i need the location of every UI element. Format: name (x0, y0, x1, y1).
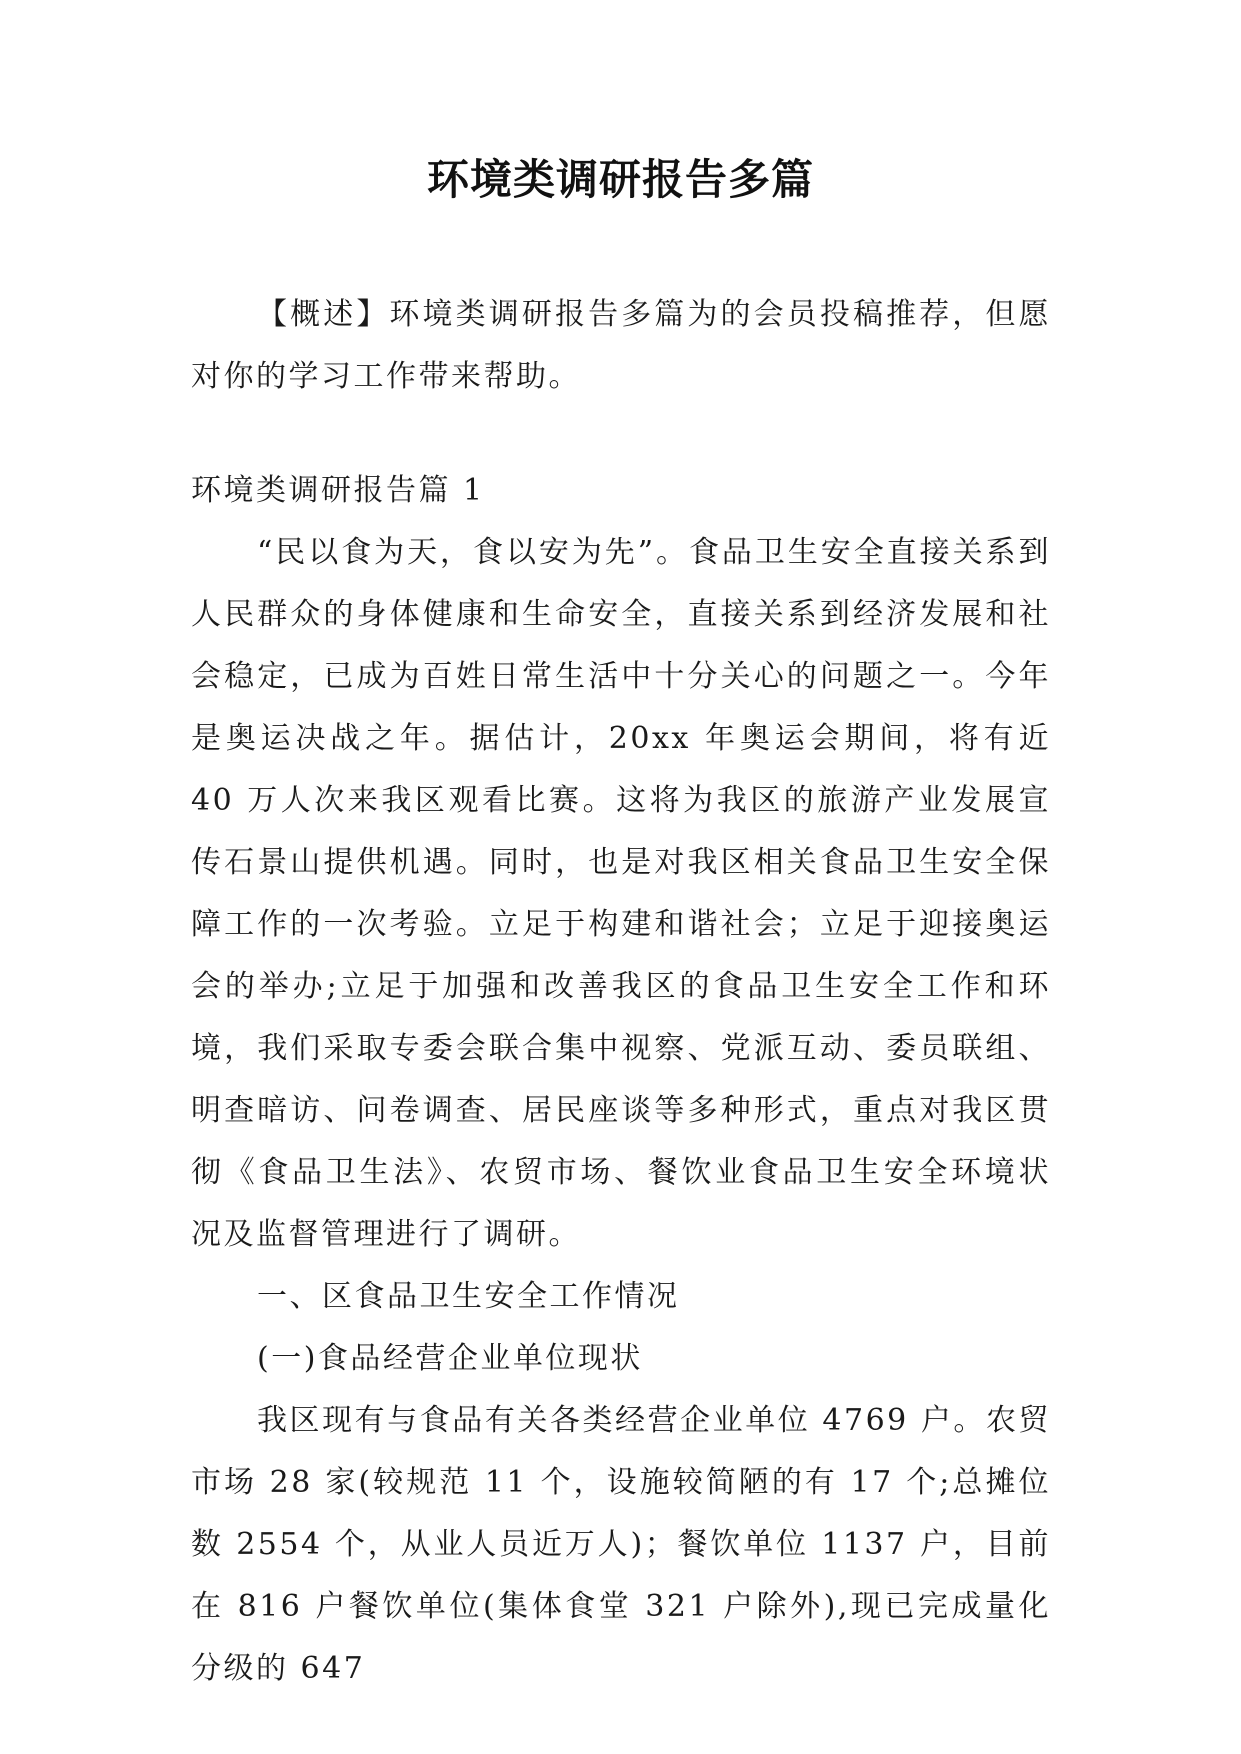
subheading-one-a: (一)食品经营企业单位现状 (257, 1341, 643, 1376)
section-block (191, 460, 1051, 1700)
subheading-one: 一、区食品卫生安全工作情况 (257, 1279, 680, 1314)
section-heading: 环境类调研报告篇 1 (191, 473, 485, 508)
summary-paragraph: 【概述】环境类调研报告多篇为的会员投稿推荐，但愿对你的学习工作带来帮助。 (191, 297, 1051, 394)
summary-block (191, 284, 1051, 408)
body-paragraph-stats: 我区现有与食品有关各类经营企业单位 4769 户。农贸市场 28 家(较规范 11 个，设施较简陋的有 17 个;总摊位数 2554 个，从业人员近万人)；餐饮单位 1137 户，目前在 816 户餐饮单位(集体食堂 321 户除外),现已完成量化分级的 647 (191, 1403, 1051, 1686)
body-paragraph-intro: “民以食为天，食以安为先”。食品卫生安全直接关系到人民群众的身体健康和生命安全，直接关系到经济发展和社会稳定，已成为百姓日常生活中十分关心的问题之一。今年是奥运决战之年。据估计，20xx 年奥运会期间，将有近 40 万人次来我区观看比赛。这将为我区的旅游产业发展宣传石景山提供机遇。同时，也是对我区相关食品卫生安全保障工作的一次考验。立足于构建和谐社会；立足于迎接奥运会的举办;立足于加强和改善我区的食品卫生安全工作和环境，我们采取专委会联合集中视察、党派互动、委员联组、明查暗访、问卷调查、居民座谈等多种形式，重点对我区贯彻《食品卫生法》、农贸市场、餐饮业食品卫生安全环境状况及监督管理进行了调研。 (191, 535, 1051, 1252)
document-title: 环境类调研报告多篇 (426, 155, 814, 204)
